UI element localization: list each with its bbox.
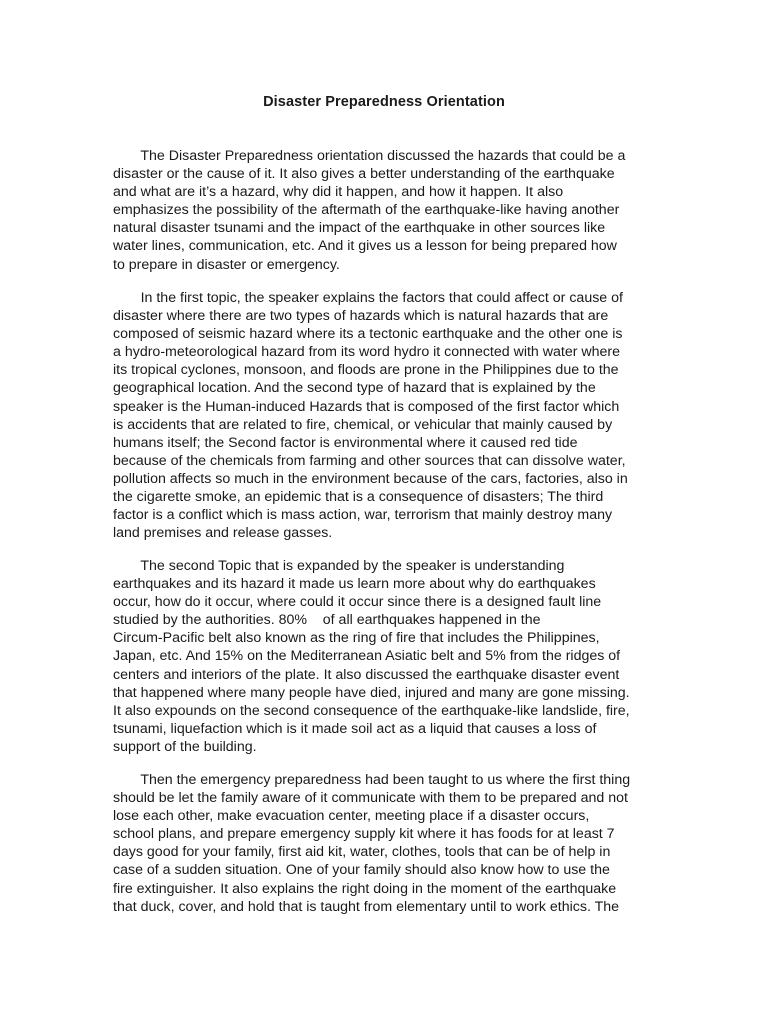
paragraph-line: water lines, communication, etc. And it gives us a lesson for being prepared how [113, 238, 617, 255]
paragraph-line: natural disaster tsunami and the impact of the earthquake in other sources like [113, 220, 606, 237]
paragraph-line: tsunami, liquefaction which is it made soil act as a liquid that causes a loss of [113, 720, 597, 737]
paragraph-line: disaster or the cause of it. It also gives a better understanding of the earthquake [113, 166, 615, 183]
paragraph-line: lose each other, make evacuation center, meeting place if a disaster occurs, [113, 808, 590, 825]
paragraph-4 [113, 771, 673, 916]
paragraph-line: a hydro-meteorological hazard from its word hydro it connected with water where [113, 344, 621, 361]
paragraph-line: factor is a conflict which is mass action, war, terrorism that mainly destroy many [113, 507, 613, 524]
paragraph-3 [113, 557, 673, 756]
paragraph-line: composed of seismic hazard where its a tectonic earthquake and the other one is [113, 326, 623, 343]
paragraph-line: should be let the family aware of it communicate with them to be prepared and not [113, 790, 628, 807]
paragraph-line: humans itself; the Second factor is environmental where it caused red tide [113, 434, 578, 451]
paragraph-line: support of the building. [113, 738, 257, 755]
paragraph-line: because of the chemicals from farming and other sources that can dissolve water, [113, 452, 626, 469]
paragraph-line: land premises and release gasses. [113, 525, 333, 542]
paragraph-line: fire extinguisher. It also explains the right doing in the moment of the earthquake [113, 880, 617, 897]
paragraph-line: is accidents that are related to fire, chemical, or vehicular that mainly caused by [113, 416, 613, 433]
document-title: Disaster Preparedness Orientation [263, 94, 505, 110]
paragraph-line: Then the emergency preparedness had been taught to us where the first thing [113, 772, 631, 788]
paragraph-line: and what are it’s a hazard, why did it happen, and how it happen. It also [113, 184, 564, 201]
paragraph-line: In the first topic, the speaker explains the factors that could affect or cause of [113, 290, 623, 306]
paragraph-line: studied by the authorities. 80% of all earthquakes happened in the [113, 612, 541, 629]
paragraph-line: that happened where many people have died, injured and many are gone missing. [113, 684, 630, 701]
paragraph-2 [113, 289, 673, 542]
paragraph-line: speaker is the Human-induced Hazards that is composed of the first factor which [113, 398, 620, 415]
paragraph-line: to prepare in disaster or emergency. [113, 256, 340, 273]
paragraph-line: The Disaster Preparedness orientation discussed the hazards that could be a [113, 148, 626, 164]
paragraph-line: its tropical cyclones, monsoon, and floods are prone in the Philippines due to the [113, 362, 619, 379]
paragraph-line: the cigarette smoke, an epidemic that is a consequence of disasters; The third [113, 489, 604, 506]
paragraph-line: that duck, cover, and hold that is taught from elementary until to work ethics. The [113, 898, 620, 915]
paragraph-line: Japan, etc. And 15% on the Mediterranean Asiatic belt and 5% from the ridges of [113, 648, 621, 665]
paragraph-line: earthquakes and its hazard it made us learn more about why do earthquakes [113, 576, 596, 593]
paragraph-line: Circum-Pacific belt also known as the ring of fire that includes the Philippines, [113, 630, 600, 647]
paragraph-line: geographical location. And the second type of hazard that is explained by the [113, 380, 596, 397]
paragraph-line: The second Topic that is expanded by the speaker is understanding [113, 558, 565, 574]
paragraph-line: occur, how do it occur, where could it occur since there is a designed fault line [113, 594, 602, 611]
paragraph-line: disaster where there are two types of hazards which is natural hazards that are [113, 308, 609, 325]
paragraph-line: emphasizes the possibility of the aftermath of the earthquake-like having another [113, 202, 620, 219]
paragraph-line: pollution affects so much in the environment because of the cars, factories, also in [113, 470, 628, 487]
paragraph-line: It also expounds on the second consequence of the earthquake-like landslide, fire, [113, 702, 630, 719]
paragraph-1 [113, 147, 673, 274]
paragraph-line: case of a sudden situation. One of your family should also know how to use the [113, 862, 610, 879]
paragraph-line: days good for your family, first aid kit, water, clothes, tools that can be of help in [113, 844, 611, 861]
paragraph-line: school plans, and prepare emergency supply kit where it has foods for at least 7 [113, 826, 615, 843]
paragraph-line: centers and interiors of the plate. It also discussed the earthquake disaster event [113, 666, 620, 683]
